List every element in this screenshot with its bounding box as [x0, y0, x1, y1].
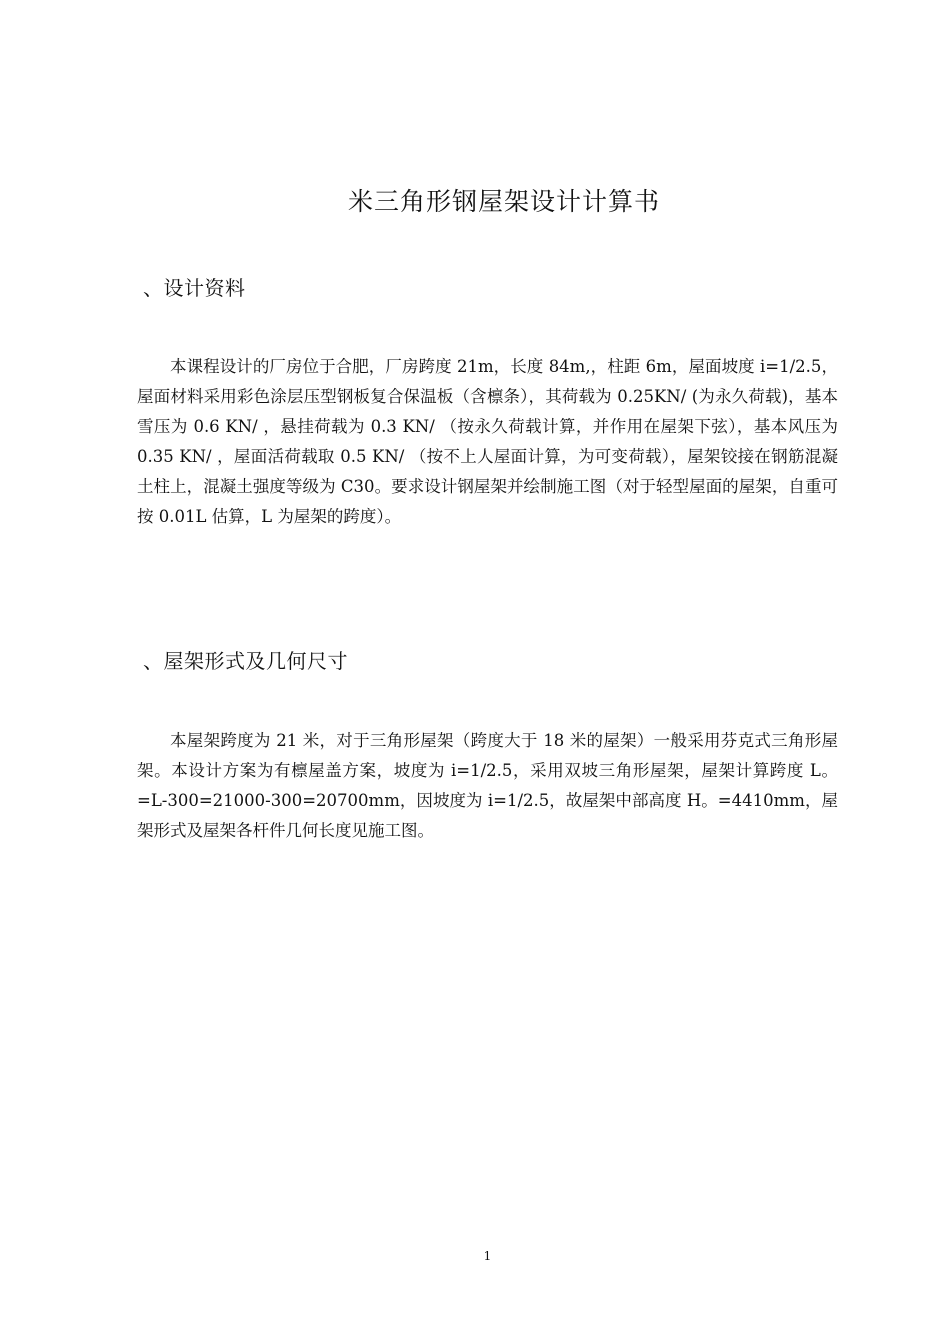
- document-title: 米三角形钢屋架设计计算书: [347, 187, 660, 216]
- page-number: 1: [483, 1249, 492, 1263]
- section-paragraph-design-data: 本课程设计的厂房位于合肥，厂房跨度 21m，长度 84m,，柱距 6m，屋面坡度 i=1/2.5，屋面材料采用彩色涂层压型钢板复合保温板（含檩条），其荷载为 0.25KN/ (为永久荷载)，基本雪压为 0.6 KN/ ，悬挂荷载为 0.3 KN/ （按永久荷载计算，并作用在屋架下弦），基本风压为 0.35 KN/ ，屋面活荷载取 0.5 KN/ （按不上人屋面计算，为可变荷载），屋架铰接在钢筋混凝土柱上，混凝土强度等级为 C30。要求设计钢屋架并绘制施工图（对于轻型屋面的屋架，自重可按 0.01L 估算，L 为屋架的跨度）。: [137, 357, 838, 526]
- section-heading-truss-geometry: 、屋架形式及几何尺寸: [143, 649, 348, 673]
- section-heading-design-data: 、设计资料: [143, 276, 246, 300]
- section-paragraph-truss-geometry: 本屋架跨度为 21 米，对于三角形屋架（跨度大于 18 米的屋架）一般采用芬克式三角形屋架。本设计方案为有檩屋盖方案，坡度为 i=1/2.5，采用双坡三角形屋架，屋架计算跨度 L。=L-300=21000-300=20700mm，因坡度为 i=1/2.5，故屋架中部高度 H。=4410mm，屋架形式及屋架各杆件几何长度见施工图。: [137, 731, 838, 840]
